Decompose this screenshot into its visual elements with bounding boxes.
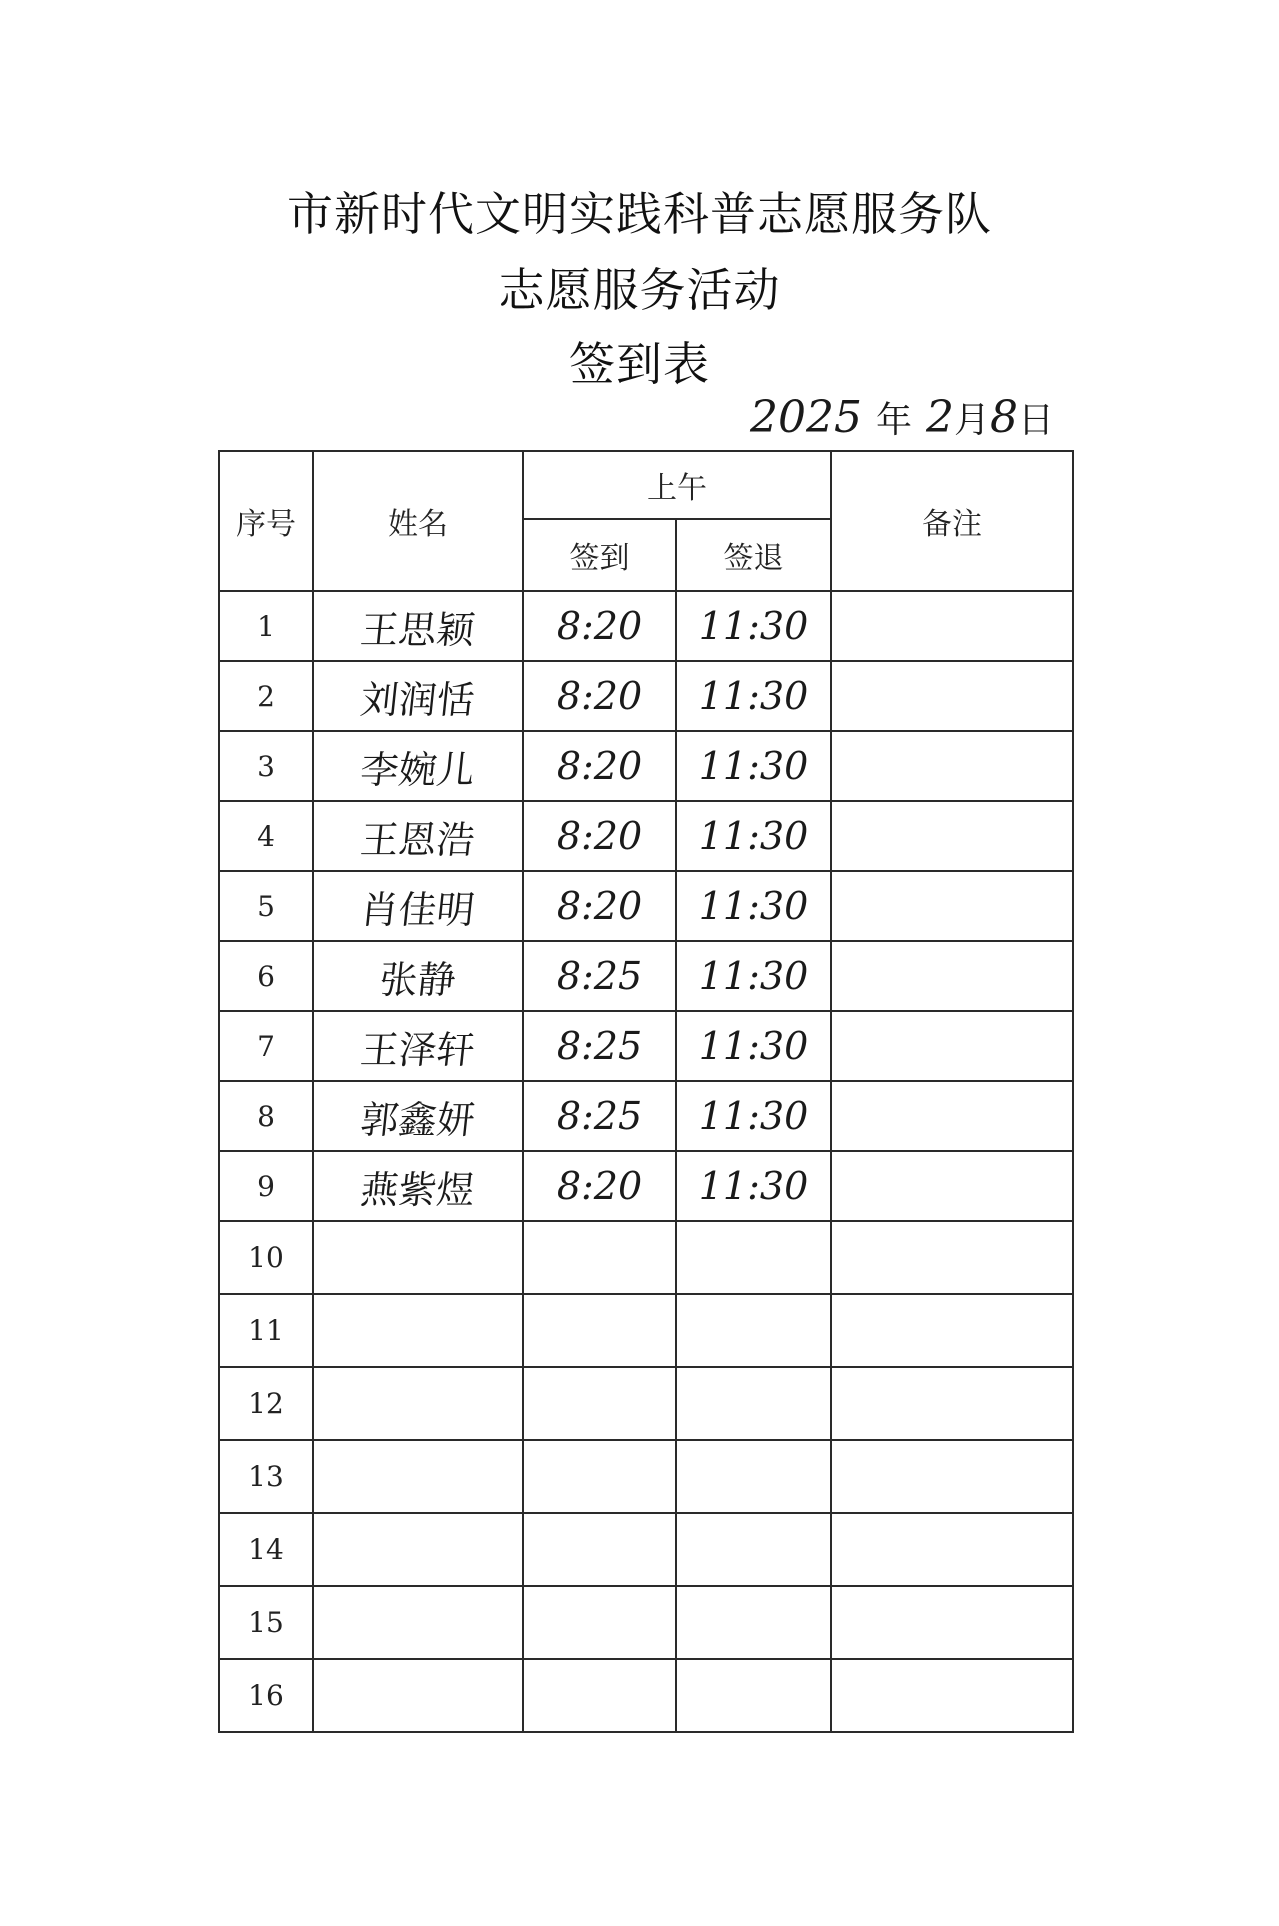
row-remark [831,1294,1073,1367]
row-sign-out: 11:30 [676,591,831,661]
header-morning: 上午 [523,451,831,519]
row-sign-in: 8:20 [523,731,676,801]
row-remark [831,941,1073,1011]
row-sign-in [523,1513,676,1586]
row-index: 5 [219,871,313,941]
row-index: 13 [219,1440,313,1513]
row-remark [831,801,1073,871]
row-remark [831,871,1073,941]
row-index: 4 [219,801,313,871]
row-sign-in [523,1659,676,1732]
row-index: 9 [219,1151,313,1221]
row-name: 郭鑫妍 [309,1081,526,1151]
document-title: 市新时代文明实践科普志愿服务队 [287,187,992,241]
row-index: 3 [219,731,313,801]
row-index: 11 [219,1294,313,1367]
table-row [219,1011,1073,1081]
table-row [219,1081,1073,1151]
table-row [219,731,1073,801]
row-sign-out: 11:30 [676,871,831,941]
row-sign-out [676,1659,831,1732]
row-name: 王思颖 [309,591,526,661]
row-name [309,1221,527,1294]
row-name [309,1513,527,1586]
header-sign-out: 签退 [676,519,831,591]
table-row [219,1294,1073,1367]
row-name [309,1440,527,1513]
table-row [219,871,1073,941]
document-subtitle: 志愿服务活动 [498,263,781,317]
date-year: 2025 [749,392,862,443]
table-row [219,801,1073,871]
row-name: 王恩浩 [309,801,526,871]
row-sign-in: 8:20 [523,801,676,871]
row-index: 16 [219,1659,313,1732]
row-name [309,1367,527,1440]
row-index: 7 [219,1011,313,1081]
row-sign-in: 8:25 [523,941,676,1011]
date-month: 2 [925,392,954,443]
row-sign-out [676,1440,831,1513]
row-sign-out: 11:30 [676,1081,831,1151]
row-sign-out [676,1221,831,1294]
row-remark [831,1659,1073,1732]
row-remark [831,1513,1073,1586]
row-sign-out: 11:30 [676,1011,831,1081]
row-remark [831,661,1073,731]
row-remark [831,1151,1073,1221]
row-sign-in [523,1221,676,1294]
row-name [309,1294,527,1367]
row-sign-out [676,1513,831,1586]
row-remark [831,731,1073,801]
row-name [309,1586,527,1659]
row-sign-out: 11:30 [676,731,831,801]
row-remark [831,1367,1073,1440]
row-remark [831,591,1073,661]
row-name: 刘润恬 [309,661,526,731]
date-month-char: 月 [953,400,990,441]
row-sign-out: 11:30 [676,1151,831,1221]
row-name: 王泽轩 [309,1011,526,1081]
row-sign-out: 11:30 [676,661,831,731]
table-row [219,1659,1073,1732]
row-remark [831,1221,1073,1294]
row-sign-in: 8:20 [523,661,676,731]
header-name: 姓名 [313,451,523,591]
header-index: 序号 [219,451,313,591]
header-remark: 备注 [831,451,1073,591]
row-name: 肖佳明 [309,871,526,941]
row-sign-out [676,1586,831,1659]
row-sign-in: 8:25 [523,1011,676,1081]
row-remark [831,1011,1073,1081]
handwritten-date [750,392,1054,443]
row-sign-in: 8:20 [523,591,676,661]
table-row [219,661,1073,731]
row-index: 15 [219,1586,313,1659]
row-sign-in: 8:20 [523,871,676,941]
row-name: 李婉儿 [309,731,526,801]
table-row [219,941,1073,1011]
row-index: 2 [219,661,313,731]
table-row [219,1151,1073,1221]
date-year-char: 年 [875,400,912,441]
table-row [219,1440,1073,1513]
row-index: 1 [219,591,313,661]
date-day: 8 [989,392,1018,443]
table-row [219,1586,1073,1659]
row-name: 燕紫煜 [309,1151,526,1221]
row-remark [831,1440,1073,1513]
table-row [219,591,1073,661]
table-row [219,1513,1073,1586]
row-index: 12 [219,1367,313,1440]
row-sign-in [523,1586,676,1659]
row-sign-in: 8:25 [523,1081,676,1151]
document-form-name: 签到表 [569,337,710,391]
table-row [219,1367,1073,1440]
table-row [219,1221,1073,1294]
date-day-char: 日 [1017,400,1054,441]
row-index: 6 [219,941,313,1011]
row-remark [831,1081,1073,1151]
row-sign-in [523,1367,676,1440]
row-sign-out: 11:30 [676,801,831,871]
row-remark [831,1586,1073,1659]
header-sign-in: 签到 [523,519,676,591]
row-name [309,1659,527,1732]
row-sign-in [523,1440,676,1513]
sign-in-table [218,450,1074,1733]
row-name: 张静 [309,941,526,1011]
row-index: 14 [219,1513,313,1586]
row-sign-in [523,1294,676,1367]
row-sign-in: 8:20 [523,1151,676,1221]
row-index: 10 [219,1221,313,1294]
row-sign-out [676,1367,831,1440]
row-sign-out [676,1294,831,1367]
row-index: 8 [219,1081,313,1151]
row-sign-out: 11:30 [676,941,831,1011]
